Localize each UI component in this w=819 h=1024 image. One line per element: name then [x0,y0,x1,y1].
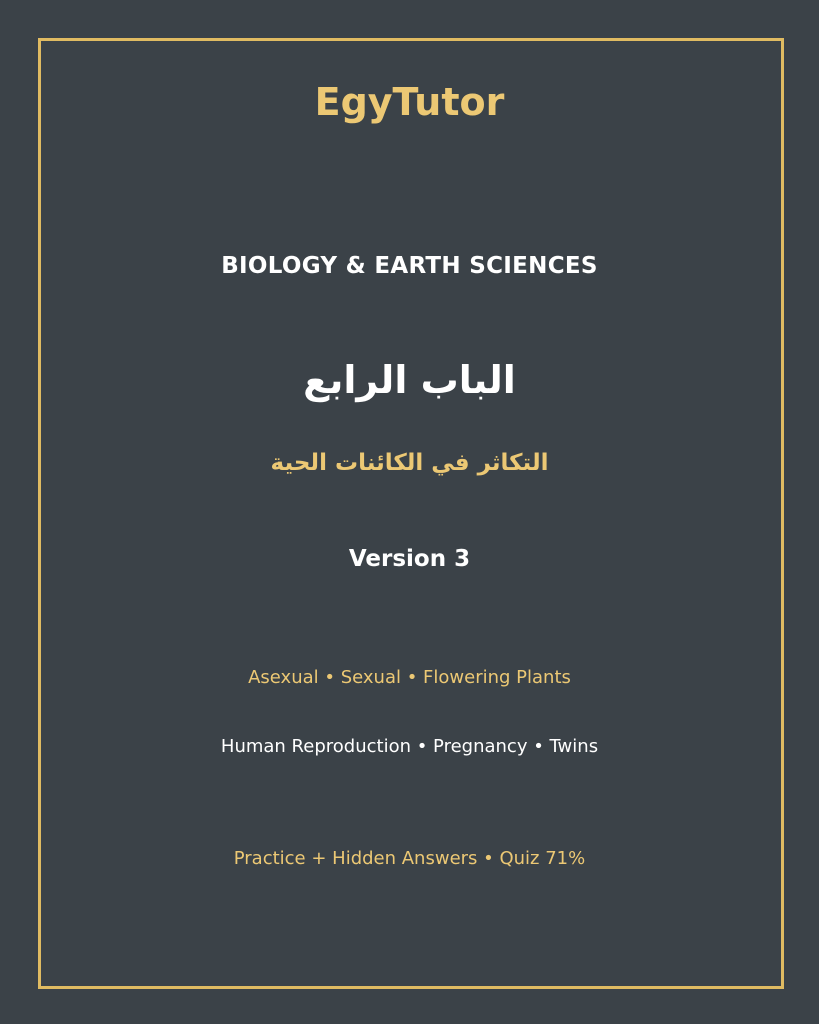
topics-line-1: Asexual • Sexual • Flowering Plants [248,667,571,688]
extras-line: Practice + Hidden Answers • Quiz 71% [233,848,586,869]
subject-heading: BIOLOGY & EARTH SCIENCES [221,253,598,279]
brand-title: EgyTutor [314,80,505,124]
chapter-subtitle-arabic: التكاثر في الكائنات الحية [270,450,549,476]
cover-border-frame [38,38,784,989]
topics-line-2: Human Reproduction • Pregnancy • Twins [220,736,599,757]
chapter-title-arabic: الباب الرابع [303,358,516,402]
version-label: Version 3 [348,546,471,572]
